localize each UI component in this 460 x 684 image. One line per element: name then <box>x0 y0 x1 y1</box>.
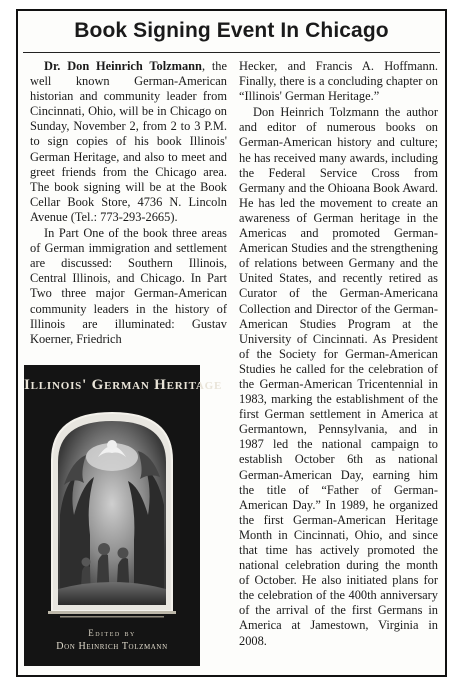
author-name: Dr. Don Heinrich Tolzmann <box>44 59 202 73</box>
left-paragraph-2: In Part One of the book three areas of German immigration and settlement are discussed: Southern Illinois, Central Illinois, and Chicago. In Part Two three major German-American community leaders in the history of Illinois are illuminated: Gustav Koerner, Friedrich <box>30 226 227 346</box>
left-paragraph-1-text: , the well known German-American historian and community leader from Cincinnati, Ohio, will be in Chicago on Sunday, November 2, from 2 to 3 P.M. to sign copies of his book Illinois' German Heritage, and also to meet and greet friends from the Chicago area. The book signing will be at the Book Cellar Book Store, 4736 N. Lincoln Avenue (Tel.: 773-293-2665). <box>30 59 227 224</box>
left-column <box>30 59 227 347</box>
right-paragraph-2: Don Heinrich Tolzmann the author and editor of numerous books on German-American history and culture; he has received many awards, including the Federal Service Cross from Germany and the Ohioana Book Award. He has led the movement to create an awareness of German heritage in the Americas and promoted German-American Studies and the strengthening of relations between Germany and the United States, and recently retired as Curator of the German-Americana Collection and Director of the German-American Studies Program at the University of Cincinnati. As President of the Society for German-American Studies he called for the celebration of the German-American Tricentennial in 1983, marking the establishment of the first German settlement in America at Germantown, Pennsylvania, and in 1987 led the national campaign to establish October 6th as national German-American Day, earning him the title of “Father of German-American Day.” In 1989, he organized the first German-American Heritage Month in Cincinnati, Ohio, and since that time has actively promoted the national celebration during the month of October. He also initiated plans for the celebration of the 400th anniversary of the arrival of the first Germans in America at Jamestown, Virginia in 2008. <box>239 105 438 648</box>
book-cover-edited-by: Edited by <box>88 628 136 638</box>
book-cover-title: Illinois' German Heritage <box>24 377 223 393</box>
book-cover-editor: Don Heinrich Tolzmann <box>56 641 168 652</box>
headline-rule <box>23 52 440 53</box>
article-clipping <box>16 9 447 677</box>
article-headline: Book Signing Event In Chicago <box>74 19 389 42</box>
book-cover-image <box>24 365 223 666</box>
right-column <box>239 59 438 649</box>
right-paragraph-1: Hecker, and Francis A. Hoffmann. Finally, there is a concluding chapter on “Illinois' German Heritage.” <box>239 59 438 104</box>
left-paragraph-1 <box>30 59 227 225</box>
book-cover-illustration <box>24 365 223 666</box>
